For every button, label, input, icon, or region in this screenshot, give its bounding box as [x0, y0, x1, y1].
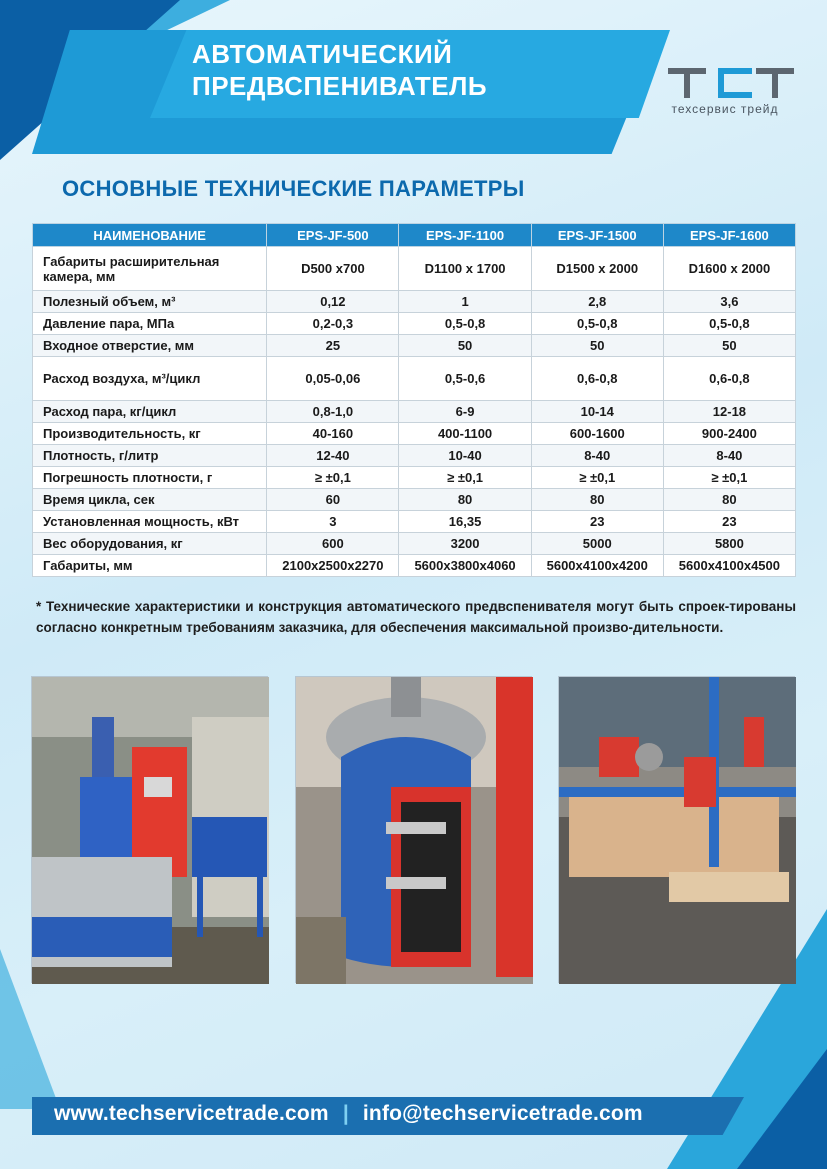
- param-name: Вес оборудования, кг: [33, 533, 267, 555]
- param-value: 60: [267, 489, 399, 511]
- param-value: 80: [663, 489, 795, 511]
- header-name: НАИМЕНОВАНИЕ: [33, 224, 267, 247]
- param-value: 900-2400: [663, 423, 795, 445]
- header-model: EPS-JF-1100: [399, 224, 531, 247]
- param-value: 8-40: [663, 445, 795, 467]
- param-value: 12-18: [663, 401, 795, 423]
- param-value: ≥ ±0,1: [663, 467, 795, 489]
- param-value: 50: [531, 335, 663, 357]
- param-value: 400-1100: [399, 423, 531, 445]
- table-row: [33, 335, 796, 357]
- param-value: ≥ ±0,1: [399, 467, 531, 489]
- param-value: 3: [267, 511, 399, 533]
- header-model: EPS-JF-1500: [531, 224, 663, 247]
- param-value: 5600x4100x4500: [663, 555, 795, 577]
- param-value: 40-160: [267, 423, 399, 445]
- param-name: Давление пара, МПа: [33, 313, 267, 335]
- param-name: Установленная мощность, кВт: [33, 511, 267, 533]
- param-name: Плотность, г/литр: [33, 445, 267, 467]
- param-value: 12-40: [267, 445, 399, 467]
- table-row: [33, 423, 796, 445]
- title-line-2: ПРЕДВСПЕНИВАТЕЛЬ: [192, 71, 488, 101]
- table-row: [33, 313, 796, 335]
- parameters-table: [32, 223, 796, 577]
- param-name: Входное отверстие, мм: [33, 335, 267, 357]
- param-value: 23: [663, 511, 795, 533]
- param-value: 0,12: [267, 291, 399, 313]
- param-value: 6-9: [399, 401, 531, 423]
- table-row: [33, 357, 796, 401]
- table-row: [33, 533, 796, 555]
- param-value: 10-14: [531, 401, 663, 423]
- param-name: Погрешность плотности, г: [33, 467, 267, 489]
- param-value: 0,6-0,8: [531, 357, 663, 401]
- footer-separator: |: [342, 1102, 349, 1125]
- email-link[interactable]: info@techservicetrade.com: [362, 1102, 643, 1125]
- param-value: 1: [399, 291, 531, 313]
- param-value: 5600x3800x4060: [399, 555, 531, 577]
- param-value: 50: [663, 335, 795, 357]
- param-value: 3200: [399, 533, 531, 555]
- param-name: Габариты расширительная камера, мм: [33, 247, 267, 291]
- section-title: ОСНОВНЫЕ ТЕХНИЧЕСКИЕ ПАРАМЕТРЫ: [62, 176, 525, 201]
- table-row: [33, 247, 796, 291]
- table-row: [33, 401, 796, 423]
- table-row: [33, 555, 796, 577]
- table-row: [33, 467, 796, 489]
- param-value: 50: [399, 335, 531, 357]
- param-value: 23: [531, 511, 663, 533]
- param-name: Габариты, мм: [33, 555, 267, 577]
- param-name: Производительность, кг: [33, 423, 267, 445]
- param-value: 25: [267, 335, 399, 357]
- param-value: 3,6: [663, 291, 795, 313]
- footer-contacts: [54, 1102, 643, 1126]
- param-value: 0,2-0,3: [267, 313, 399, 335]
- param-value: 5000: [531, 533, 663, 555]
- table-row: [33, 291, 796, 313]
- website-link[interactable]: www.techservicetrade.com: [54, 1102, 329, 1125]
- param-value: 5600x4100x4200: [531, 555, 663, 577]
- param-name: Полезный объем, м³: [33, 291, 267, 313]
- param-value: 0,5-0,6: [399, 357, 531, 401]
- param-value: 80: [531, 489, 663, 511]
- photo-machine-overview: [31, 676, 268, 983]
- param-value: 8-40: [531, 445, 663, 467]
- param-value: 2100x2500x2270: [267, 555, 399, 577]
- param-value: 0,5-0,8: [531, 313, 663, 335]
- header-model: EPS-JF-1600: [663, 224, 795, 247]
- company-logo: [648, 66, 798, 126]
- param-name: Время цикла, сек: [33, 489, 267, 511]
- header-model: EPS-JF-500: [267, 224, 399, 247]
- title-line-1: АВТОМАТИЧЕСКИЙ: [192, 39, 453, 69]
- param-value: D1500 x 2000: [531, 247, 663, 291]
- param-value: 80: [399, 489, 531, 511]
- param-value: 0,05-0,06: [267, 357, 399, 401]
- param-value: D1100 x 1700: [399, 247, 531, 291]
- param-value: 16,35: [399, 511, 531, 533]
- page-title: [192, 38, 552, 102]
- table-row: [33, 489, 796, 511]
- param-value: 600: [267, 533, 399, 555]
- table-row: [33, 511, 796, 533]
- param-value: 0,8-1,0: [267, 401, 399, 423]
- param-value: 2,8: [531, 291, 663, 313]
- param-value: 10-40: [399, 445, 531, 467]
- param-value: 0,6-0,8: [663, 357, 795, 401]
- param-value: 0,5-0,8: [399, 313, 531, 335]
- param-value: ≥ ±0,1: [531, 467, 663, 489]
- param-value: ≥ ±0,1: [267, 467, 399, 489]
- param-name: Расход пара, кг/цикл: [33, 401, 267, 423]
- param-name: Расход воздуха, м³/цикл: [33, 357, 267, 401]
- photo-expansion-chamber: [295, 676, 532, 983]
- footnote: * Технические характеристики и конструкция автоматического предвспенивателя могут быть спроек-тированы согласно конкретным требованиям заказчика, для обеспечения максимальной произво-дительности.: [36, 599, 796, 635]
- photo-packed-equipment: [558, 676, 795, 983]
- logo-caption: техсервис трейд: [671, 102, 779, 116]
- table-row: [33, 445, 796, 467]
- param-value: 0,5-0,8: [663, 313, 795, 335]
- param-value: D1600 x 2000: [663, 247, 795, 291]
- param-value: 5800: [663, 533, 795, 555]
- param-value: 600-1600: [531, 423, 663, 445]
- param-value: D500 x700: [267, 247, 399, 291]
- table-header-row: [33, 224, 796, 247]
